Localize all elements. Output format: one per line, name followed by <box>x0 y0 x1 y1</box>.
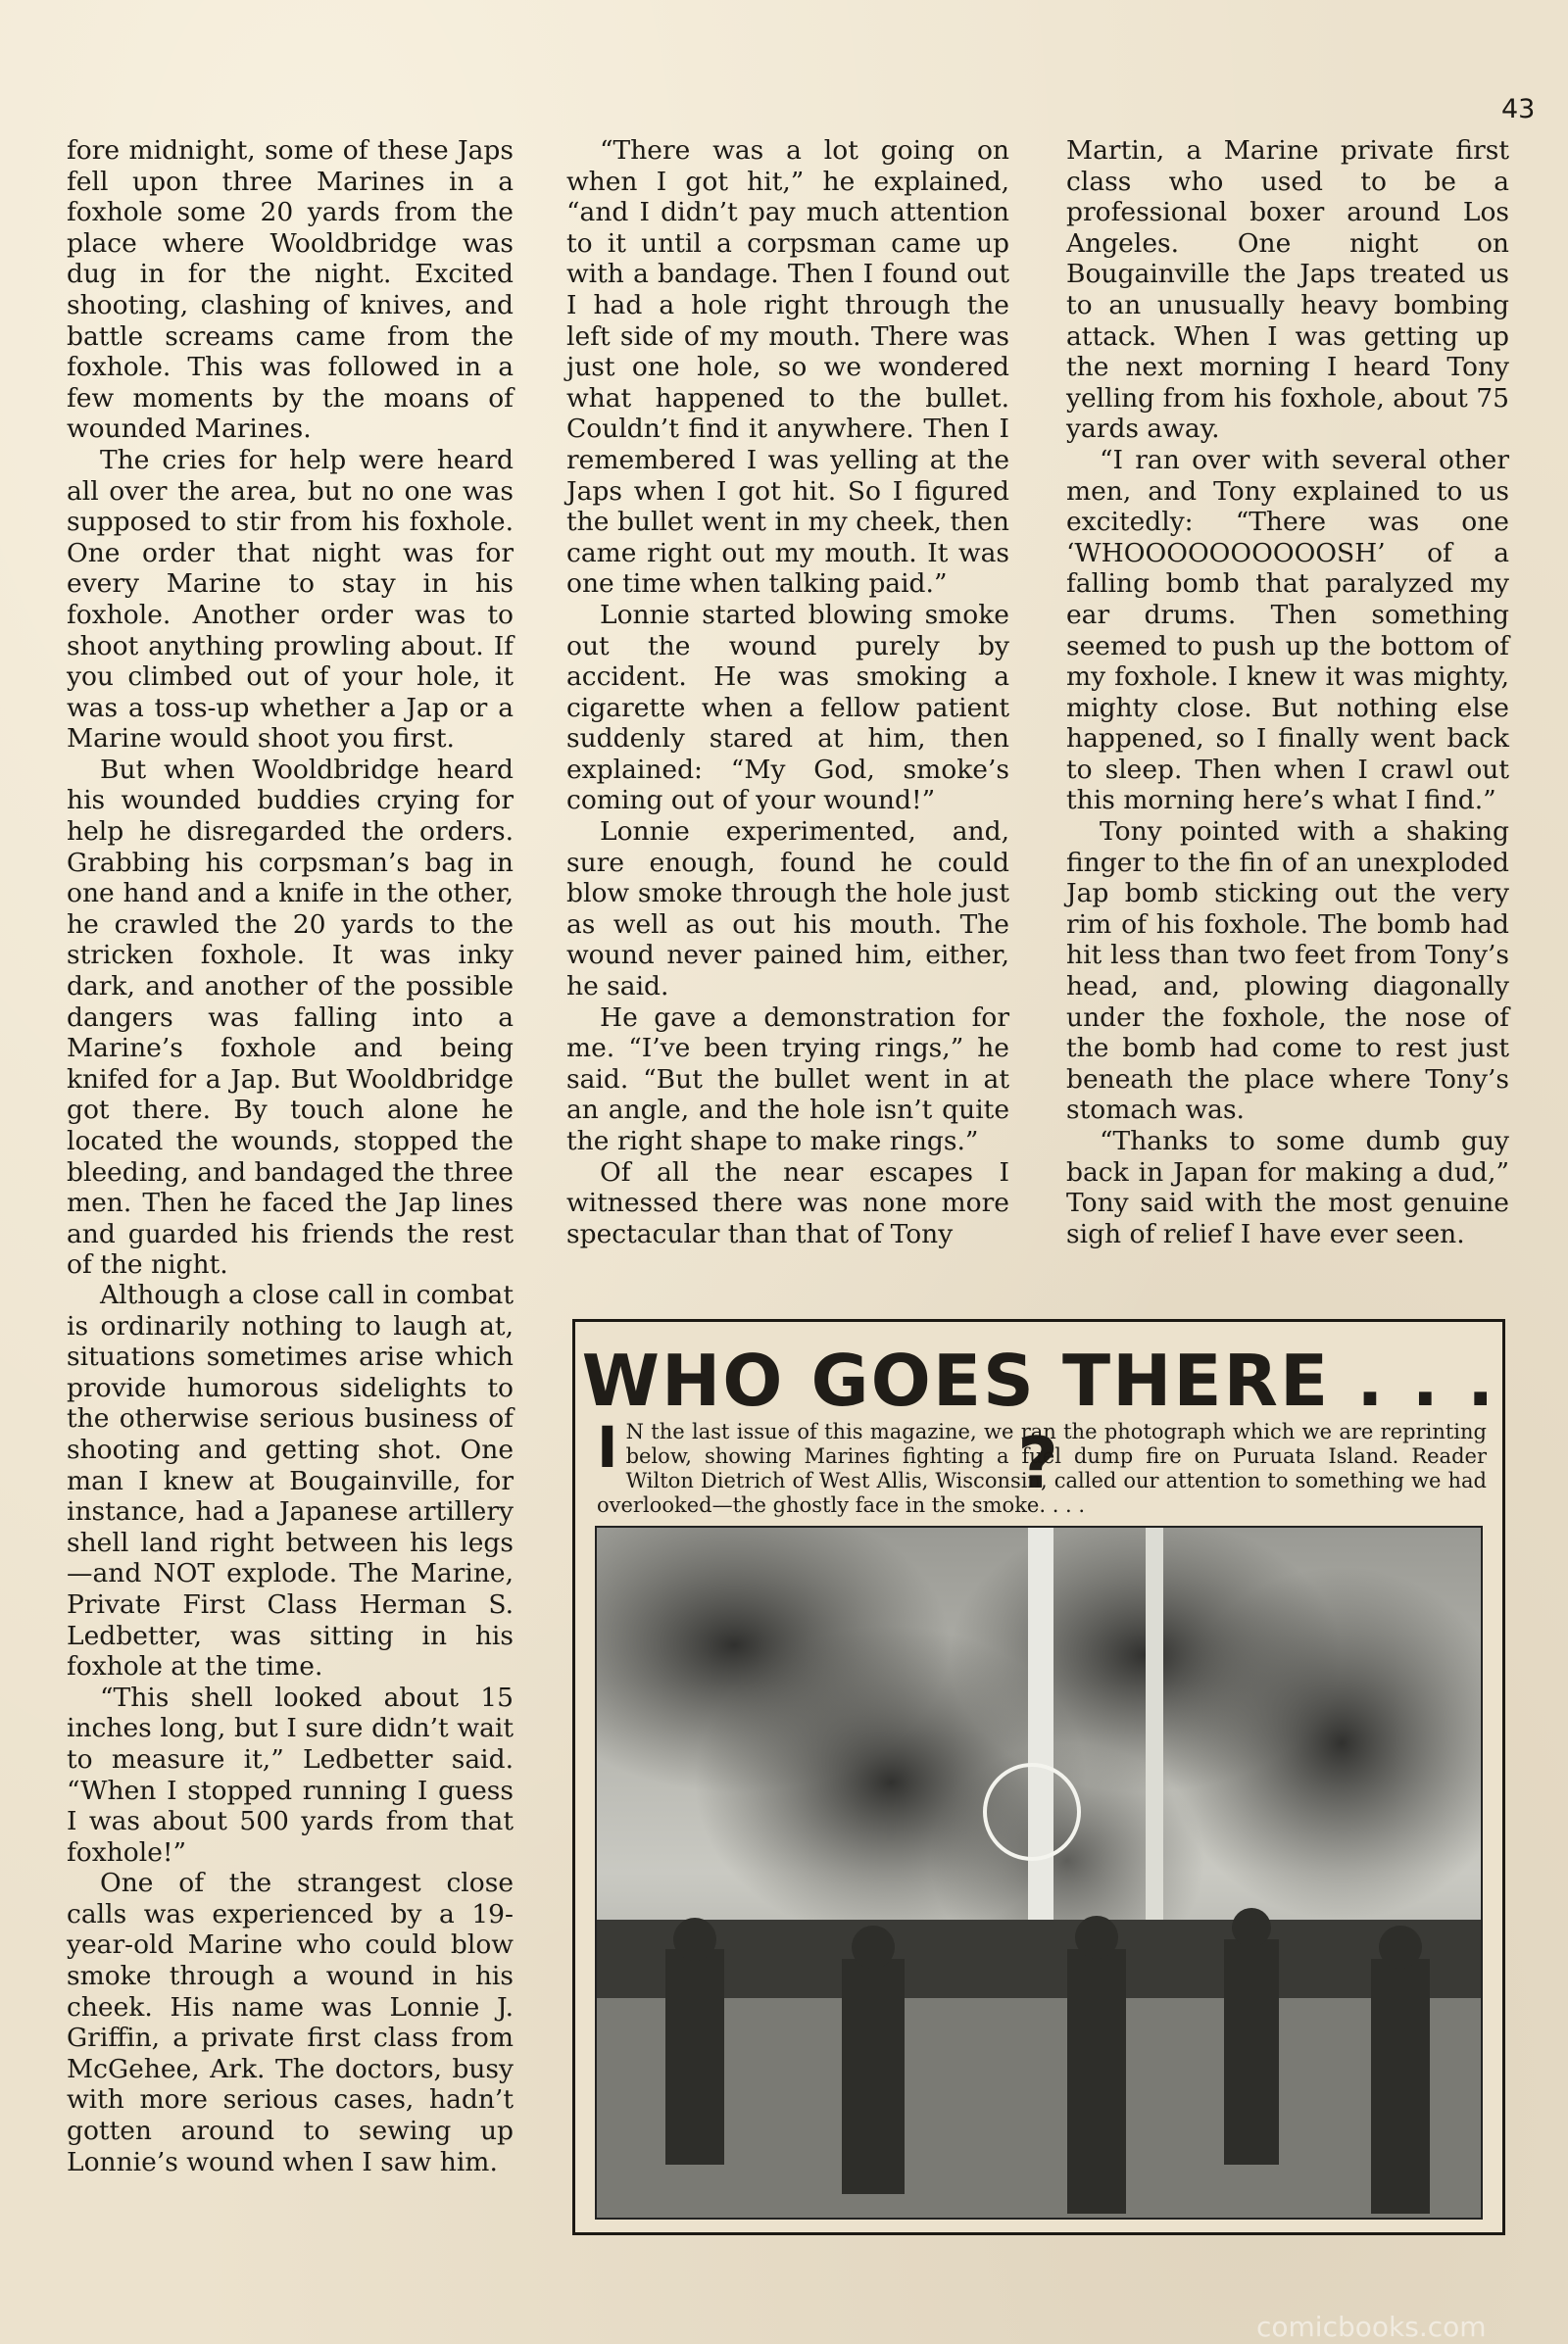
paragraph: “Thanks to some dumb guy back in Japan for making a dud,” Tony said with the most genuine sigh of relief I have ever seen. <box>1066 1126 1509 1249</box>
paragraph: Lonnie started blowing smoke out the wound purely by accident. He was smoking a cigarette when a fellow patient suddenly stared at him, then explained: “My God, smoke’s coming out of your wound!” <box>566 599 1009 816</box>
page-number: 43 <box>1501 94 1536 124</box>
article-column-1-lower <box>67 1280 514 2177</box>
paragraph: He gave a demonstration for me. “I’ve been trying rings,” he said. “But the bullet went in at an angle, and the hole isn’t quite the right shape to make rings.” <box>566 1001 1009 1156</box>
feature-headline: WHO GOES THERE . . . ? <box>581 1340 1496 1504</box>
paragraph: But when Wooldbridge heard his wounded buddies crying for help he disregarded the orders. Grabbing his corpsman’s bag in one hand and a knife in the other, he crawled the 20 yards to the stricken foxhole. It was inky dark, and another of the possible dangers was falling into a Marine’s foxhole and being knifed for a Jap. But Wooldbridge got there. By touch alone he located the wounds, stopped the bleeding, and bandaged the three men. Then he faced the Jap lines and guarded his friends the rest of the night. <box>67 754 514 1281</box>
article-column-3 <box>1066 135 1509 1249</box>
paragraph: Although a close call in combat is ordinarily nothing to laugh at, situations sometimes arise which provide humorous sidelights to the otherwise serious business of shooting and getting shot. One man I knew at Bougainville, for instance, had a Japanese artillery shell land right between his legs—and NOT explode. The Marine, Private First Class Herman S. Ledbetter, was sitting in his foxhole at the time. <box>67 1280 514 1683</box>
paragraph: “This shell looked about 15 inches long, but I sure didn’t wait to measure it,” Ledbetter said. “When I stopped running I guess I was about 500 yards from that foxhole!” <box>67 1682 514 1868</box>
feature-intro-text: N the last issue of this magazine, we ran the photograph which we are reprinting below, showing Marines fighting a fuel dump fire on Puruata Island. Reader Wilton Dietrich of West Allis, Wisconsin, called our attention to something we had overlooked—the ghostly face in the smoke. . . . <box>597 1420 1487 1517</box>
paragraph: Tony pointed with a shaking finger to the fin of an unexploded Jap bomb sticking out the very rim of his foxhole. The bomb had hit less than two feet from Tony’s head, and, plowing diagonally under the foxhole, the nose of the bomb had come to rest just beneath the place where Tony’s stomach was. <box>1066 816 1509 1126</box>
paragraph: “There was a lot going on when I got hit,” he explained, “and I didn’t pay much attention to it until a corpsman came up with a bandage. Then I found out I had a hole right through the left side of my mouth. There was just one hole, so we wondered what happened to the bullet. Couldn’t find it anywhere. Then I remembered I was yelling at the Japs when I got hit. So I figured the bullet went in my cheek, then came right out my mouth. It was one time when talking paid.” <box>566 135 1009 600</box>
paragraph: Martin, a Marine private first class who used to be a professional boxer around Los Angeles. One night on Bougainville the Japs treated us to an unusually heavy bombing attack. When I was getting up the next morning I heard Tony yelling from his foxhole, about 75 yards away. <box>1066 135 1509 445</box>
paragraph: “I ran over with several other men, and Tony explained to us excitedly: “There was one ‘WHOOOOOOOOOOSH’ of a falling bomb that paralyzed my ear drums. Then something seemed to push up the bottom of my foxhole. I knew it was mighty, mighty close. But nothing else happened, so I finally went back to sleep. Then when I crawl out this morning here’s what I find.” <box>1066 444 1509 816</box>
paragraph: Lonnie experimented, and, sure enough, found he could blow smoke through the hole just as well as out his mouth. The wound never pained him, either, he said. <box>566 816 1009 1002</box>
sidebar-feature-box <box>572 1319 1505 2235</box>
site-watermark: comicbooks.com <box>1256 2311 1487 2343</box>
paragraph: One of the strangest close calls was experienced by a 19-year-old Marine who could blow smoke through a wound in his cheek. His name was Lonnie J. Griffin, a private first class from McGehee, Ark. The doctors, busy with more serious cases, hadn’t gotten around to sewing up Lonnie’s wound when I saw him. <box>67 1868 514 2177</box>
smoke-fire-photo-image <box>597 1528 1481 2218</box>
article-column-1 <box>67 135 514 1281</box>
paragraph: fore midnight, some of these Japs fell upon three Marines in a foxhole some 20 yards from the place where Wooldbridge was dug in for the night. Excited shooting, clashing of knives, and battle screams came from the foxhole. This was followed in a few moments by the moans of wounded Marines. <box>67 135 514 445</box>
paragraph: Of all the near escapes I witnessed there was none more spectacular than that of Tony <box>566 1156 1009 1249</box>
fire-photograph <box>595 1526 1483 2220</box>
paragraph: The cries for help were heard all over the area, but no one was supposed to stir from his foxhole. One order that night was for every Marine to stay in his foxhole. Another order was to shoot anything prowling about. If you climbed out of your hole, it was a toss-up whether a Jap or a Marine would shoot you first. <box>67 444 514 755</box>
drop-cap: I <box>597 1414 618 1481</box>
article-column-2 <box>566 135 1009 1249</box>
